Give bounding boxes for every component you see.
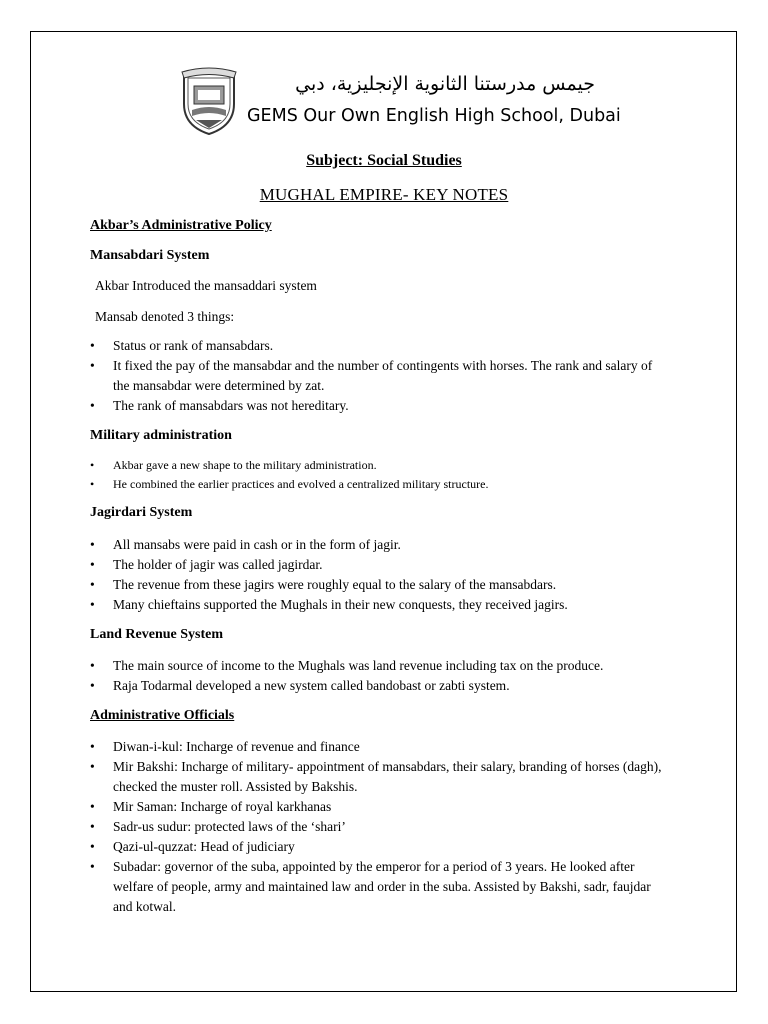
school-crest-logo xyxy=(178,66,240,136)
list-item: • Mir Saman: Incharge of royal karkhanas xyxy=(90,797,670,817)
section-heading-akbar-policy: Akbar’s Administrative Policy xyxy=(90,218,272,233)
list-item: • Qazi-ul-quzzat: Head of judiciary xyxy=(90,837,670,857)
section-heading-officials: Administrative Officials xyxy=(90,708,235,723)
list-item: • Status or rank of mansabdars. xyxy=(90,336,665,356)
section-heading-land-revenue: Land Revenue System xyxy=(90,627,224,642)
school-name: GEMS Our Own English High School, Dubai xyxy=(247,106,621,126)
section-heading-military: Military administration xyxy=(90,428,232,443)
list-item: • Many chieftains supported the Mughals in their new conquests, they received jagirs. xyxy=(90,595,680,615)
list-item: • The holder of jagir was called jagirdar. xyxy=(90,555,680,575)
list-item: • The main source of income to the Mughals was land revenue including tax on the produce. xyxy=(90,656,680,676)
list-item: • The rank of mansabdars was not hereditary. xyxy=(90,396,665,416)
officials-list xyxy=(90,737,670,917)
list-item: • Sadr-us sudur: protected laws of the ‘shari’ xyxy=(90,817,670,837)
list-item: • Mir Bakshi: Incharge of military- appointment of mansabdars, their salary, branding of horses (dagh), checked the muster roll. Assisted by Bakshis. xyxy=(90,757,670,797)
document-title: MUGHAL EMPIRE- KEY NOTES xyxy=(259,185,509,204)
list-item: • The revenue from these jagirs were roughly equal to the salary of the mansabdars. xyxy=(90,575,680,595)
list-item: • Akbar gave a new shape to the military administration. xyxy=(90,456,680,475)
subject-heading: Subject: Social Studies xyxy=(306,152,462,169)
list-item: • It fixed the pay of the mansabdar and the number of contingents with horses. The rank and salary of the mansabdar were determined by zat. xyxy=(90,356,665,396)
section-heading-jagirdari: Jagirdari System xyxy=(90,505,193,520)
list-item: • Subadar: governor of the suba, appointed by the emperor for a period of 3 years. He looked after welfare of people, army and maintained law and order in the suba. Assisted by Bakshi, sadr, faujdar and kotwal. xyxy=(90,857,670,917)
mansabdari-intro: Akbar Introduced the mansaddari system xyxy=(95,278,317,293)
jagirdari-list xyxy=(90,535,680,615)
land-revenue-list xyxy=(90,656,680,696)
mansabdari-intro-2: Mansab denoted 3 things: xyxy=(95,309,235,324)
list-item: • Raja Todarmal developed a new system called bandobast or zabti system. xyxy=(90,676,680,696)
mansabdari-list xyxy=(90,336,665,416)
military-list xyxy=(90,456,680,494)
section-heading-mansabdari: Mansabdari System xyxy=(90,248,210,263)
list-item: • He combined the earlier practices and evolved a centralized military structure. xyxy=(90,475,680,494)
list-item: • All mansabs were paid in cash or in the form of jagir. xyxy=(90,535,680,555)
school-header xyxy=(178,66,621,138)
school-name-arabic: جيمس مدرستنا الثانوية الإنجليزية، دبي xyxy=(295,73,595,95)
list-item: • Diwan-i-kul: Incharge of revenue and finance xyxy=(90,737,670,757)
